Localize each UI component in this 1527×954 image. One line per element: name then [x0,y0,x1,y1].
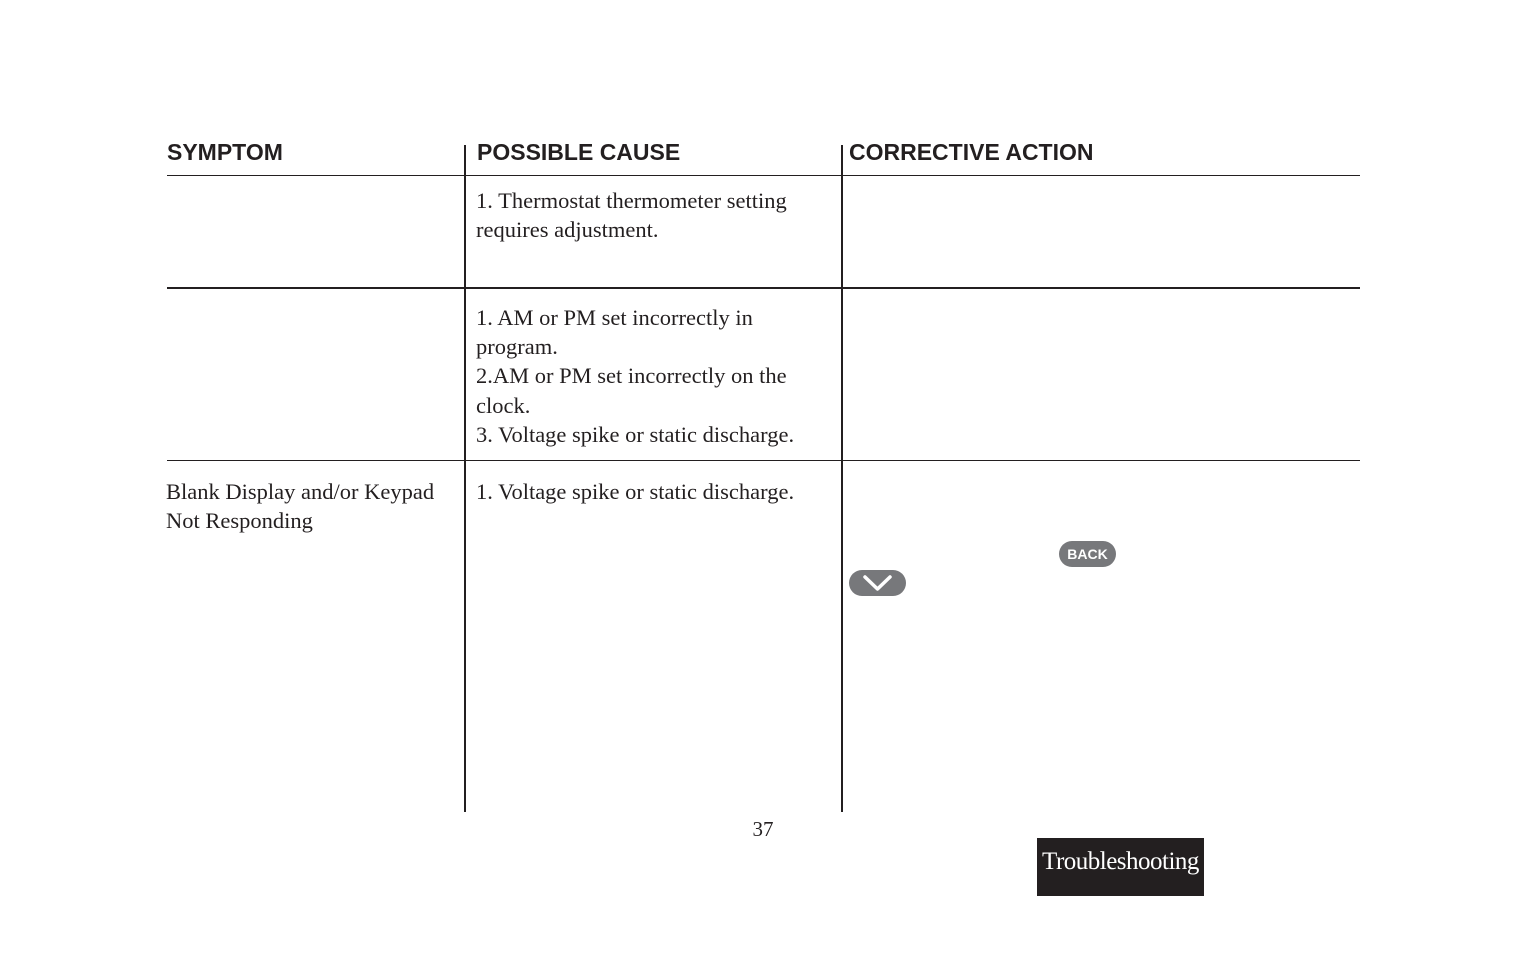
header-corrective-action: CORRECTIVE ACTION [849,139,1094,165]
row1-cause [476,186,787,244]
row2-cause-line: 2.AM or PM set incorrectly on the [476,363,787,389]
header-possible-cause: POSSIBLE CAUSE [477,139,681,165]
row3-symptom-line: Blank Display and/or Keypad [166,479,435,504]
row1-cause-line: requires adjustment. [476,217,659,243]
column-divider-2 [841,145,843,812]
row2-cause [476,303,794,449]
row2-cause-line: 1. AM or PM set incorrectly in [476,305,753,330]
row2-cause-line: program. [476,334,558,360]
row3-symptom [166,477,434,535]
header-symptom: SYMPTOM [167,139,283,165]
back-button-graphic: BACK [1059,541,1116,567]
header-divider [167,175,1360,176]
section-tab-troubleshooting: Troubleshooting [1037,838,1204,896]
page-number: 37 [752,817,774,841]
row3-cause-line: 1. Voltage spike or static discharge. [476,479,795,504]
down-arrow-button-graphic [849,570,906,596]
row3-symptom-line: Not Responding [166,508,313,534]
chevron-down-icon [863,574,892,592]
row-divider-1 [167,287,1360,289]
row-divider-2 [167,460,1360,461]
column-divider-1 [464,145,466,812]
row2-cause-line: clock. [476,392,531,418]
row3-cause [476,477,794,506]
row1-cause-line: 1. Thermostat thermometer setting [476,188,787,213]
row2-cause-line: 3. Voltage spike or static discharge. [476,421,795,447]
